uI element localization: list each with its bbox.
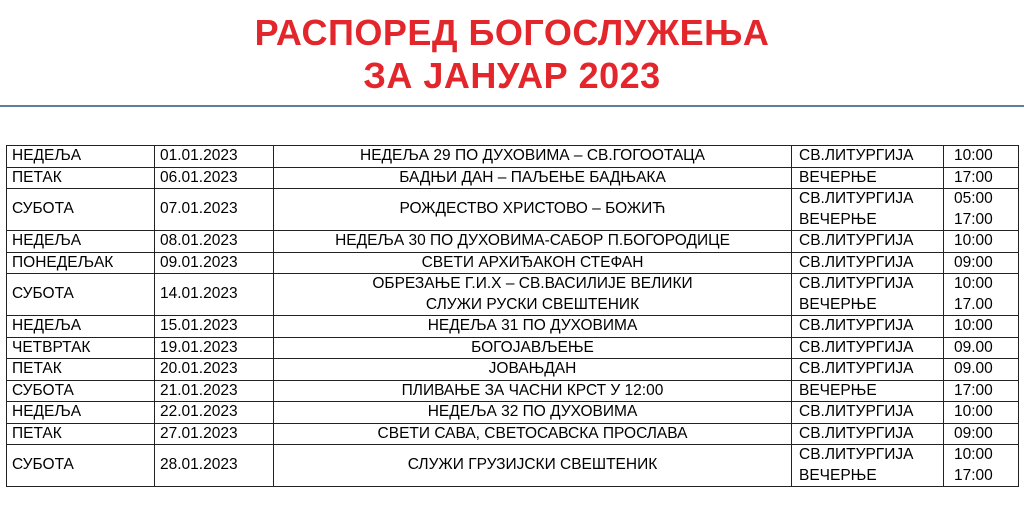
event-cell bbox=[274, 445, 792, 487]
event-line: СВЕТИ АРХИЂАКОН СТЕФАН bbox=[421, 253, 644, 271]
event-cell bbox=[274, 252, 792, 274]
event-cell bbox=[274, 189, 792, 231]
time-cell bbox=[944, 167, 1019, 189]
service-type-cell bbox=[792, 337, 944, 359]
date-cell: 07.01.2023 bbox=[155, 189, 274, 231]
table-row bbox=[7, 167, 1019, 189]
table-row bbox=[7, 146, 1019, 168]
service-type-line: ВЕЧЕРЊЕ bbox=[799, 295, 877, 313]
event-cell bbox=[274, 146, 792, 168]
day-cell: НЕДЕЉА bbox=[7, 231, 155, 253]
service-type-cell bbox=[792, 231, 944, 253]
service-type-line: СВ.ЛИТУРГИЈА bbox=[799, 338, 914, 356]
service-type-line: ВЕЧЕРЊЕ bbox=[799, 168, 877, 186]
day-cell: СУБОТА bbox=[7, 380, 155, 402]
date-cell: 21.01.2023 bbox=[155, 380, 274, 402]
time-line: 10:00 bbox=[954, 147, 993, 164]
service-type-line: СВ.ЛИТУРГИЈА bbox=[799, 424, 914, 442]
event-line: СВЕТИ САВА, СВЕТОСАВСКА ПРОСЛАВА bbox=[377, 424, 688, 442]
event-line: НЕДЕЉА 30 ПО ДУХОВИМА-САБОР П.БОГОРОДИЦЕ bbox=[335, 232, 730, 249]
date-cell: 06.01.2023 bbox=[155, 167, 274, 189]
time-line: 17:00 bbox=[954, 381, 993, 399]
service-type-cell bbox=[792, 167, 944, 189]
service-type-line: СВ.ЛИТУРГИЈА bbox=[799, 317, 914, 334]
service-type-cell bbox=[792, 189, 944, 231]
event-line: РОЖДЕСТВО ХРИСТОВО – БОЖИЋ bbox=[399, 200, 666, 218]
event-line: БОГОЈАВЉЕЊЕ bbox=[471, 338, 594, 356]
time-cell bbox=[944, 337, 1019, 359]
service-type-line: ВЕЧЕРЊЕ bbox=[799, 381, 877, 399]
day-cell: СУБОТА bbox=[7, 274, 155, 316]
event-cell bbox=[274, 359, 792, 381]
table-row bbox=[7, 189, 1019, 231]
service-type-cell bbox=[792, 146, 944, 168]
time-cell bbox=[944, 274, 1019, 316]
event-line: СЛУЖИ ГРУЗИЈСКИ СВЕШТЕНИК bbox=[407, 456, 658, 474]
table-row bbox=[7, 359, 1019, 381]
event-line: НЕДЕЉА 32 ПО ДУХОВИМА bbox=[427, 403, 638, 420]
event-cell bbox=[274, 337, 792, 359]
time-line: 09.00 bbox=[954, 360, 993, 377]
time-line: 09:00 bbox=[954, 424, 993, 442]
service-type-line: СВ.ЛИТУРГИЈА bbox=[799, 403, 914, 420]
day-cell: НЕДЕЉА bbox=[7, 316, 155, 338]
day-cell: ПОНЕДЕЉАК bbox=[7, 252, 155, 274]
date-cell: 28.01.2023 bbox=[155, 445, 274, 487]
time-cell bbox=[944, 359, 1019, 381]
table-row bbox=[7, 274, 1019, 316]
time-cell bbox=[944, 423, 1019, 445]
time-line: 05:00 bbox=[954, 190, 993, 207]
service-type-cell bbox=[792, 380, 944, 402]
title-divider bbox=[0, 105, 1024, 107]
event-line: СЛУЖИ РУСКИ СВЕШТЕНИК bbox=[425, 295, 640, 313]
table-row bbox=[7, 231, 1019, 253]
day-cell: ПЕТАК bbox=[7, 167, 155, 189]
time-cell bbox=[944, 231, 1019, 253]
time-cell bbox=[944, 380, 1019, 402]
time-cell bbox=[944, 445, 1019, 487]
time-cell bbox=[944, 316, 1019, 338]
day-cell: НЕДЕЉА bbox=[7, 402, 155, 424]
time-cell bbox=[944, 146, 1019, 168]
event-line: БАДЊИ ДАН – ПАЉЕЊЕ БАДЊАКА bbox=[399, 168, 666, 186]
table-row bbox=[7, 252, 1019, 274]
table-row bbox=[7, 402, 1019, 424]
date-cell: 08.01.2023 bbox=[155, 231, 274, 253]
time-line: 10:00 bbox=[954, 232, 993, 249]
service-type-line: СВ.ЛИТУРГИЈА bbox=[799, 232, 914, 249]
event-line: НЕДЕЉА 29 ПО ДУХОВИМА – СВ.ГОГООТАЦА bbox=[360, 147, 705, 164]
time-line: 17.00 bbox=[954, 295, 993, 313]
event-cell bbox=[274, 380, 792, 402]
service-type-line: СВ.ЛИТУРГИЈА bbox=[799, 360, 914, 377]
schedule-table bbox=[6, 145, 1019, 487]
time-cell bbox=[944, 402, 1019, 424]
time-line: 09:00 bbox=[954, 253, 993, 271]
service-type-line: СВ.ЛИТУРГИЈА bbox=[799, 446, 914, 463]
table-row bbox=[7, 380, 1019, 402]
date-cell: 09.01.2023 bbox=[155, 252, 274, 274]
event-line: ОБРЕЗАЊЕ Г.И.Х – СВ.ВАСИЛИЈЕ ВЕЛИКИ bbox=[372, 275, 693, 292]
day-cell: СУБОТА bbox=[7, 445, 155, 487]
time-line: 10:00 bbox=[954, 317, 993, 334]
event-line: НЕДЕЉА 31 ПО ДУХОВИМА bbox=[427, 317, 638, 334]
time-cell bbox=[944, 189, 1019, 231]
date-cell: 01.01.2023 bbox=[155, 146, 274, 168]
service-type-line: ВЕЧЕРЊЕ bbox=[799, 210, 877, 228]
date-cell: 14.01.2023 bbox=[155, 274, 274, 316]
date-cell: 20.01.2023 bbox=[155, 359, 274, 381]
table-row bbox=[7, 445, 1019, 487]
page-subtitle: ЗА ЈАНУАР 2023 bbox=[363, 55, 661, 96]
time-line: 10:00 bbox=[954, 446, 993, 463]
date-cell: 22.01.2023 bbox=[155, 402, 274, 424]
service-type-line: СВ.ЛИТУРГИЈА bbox=[799, 147, 914, 164]
day-cell: ПЕТАК bbox=[7, 423, 155, 445]
event-line: ПЛИВАЊЕ ЗА ЧАСНИ КРСТ У 12:00 bbox=[401, 381, 664, 399]
time-line: 17:00 bbox=[954, 210, 993, 228]
date-cell: 27.01.2023 bbox=[155, 423, 274, 445]
time-line: 10:00 bbox=[954, 403, 993, 420]
date-cell: 15.01.2023 bbox=[155, 316, 274, 338]
table-row bbox=[7, 337, 1019, 359]
service-type-line: ВЕЧЕРЊЕ bbox=[799, 466, 877, 484]
time-line: 09.00 bbox=[954, 338, 993, 356]
day-cell: ПЕТАК bbox=[7, 359, 155, 381]
day-cell: СУБОТА bbox=[7, 189, 155, 231]
service-type-line: СВ.ЛИТУРГИЈА bbox=[799, 253, 914, 271]
event-cell bbox=[274, 231, 792, 253]
event-line: ЈОВАЊДАН bbox=[488, 360, 577, 377]
event-cell bbox=[274, 274, 792, 316]
event-cell bbox=[274, 316, 792, 338]
service-type-cell bbox=[792, 423, 944, 445]
service-type-cell bbox=[792, 252, 944, 274]
schedule-body bbox=[7, 146, 1019, 487]
event-cell bbox=[274, 423, 792, 445]
date-cell: 19.01.2023 bbox=[155, 337, 274, 359]
time-line: 17:00 bbox=[954, 168, 993, 186]
time-line: 10:00 bbox=[954, 275, 993, 292]
day-cell: ЧЕТВРТАК bbox=[7, 337, 155, 359]
time-cell bbox=[944, 252, 1019, 274]
service-type-line: СВ.ЛИТУРГИЈА bbox=[799, 275, 914, 292]
day-cell: НЕДЕЉА bbox=[7, 146, 155, 168]
time-line: 17:00 bbox=[954, 466, 993, 484]
table-row bbox=[7, 423, 1019, 445]
event-cell bbox=[274, 402, 792, 424]
service-type-cell bbox=[792, 274, 944, 316]
page-title: РАСПОРЕД БОГОСЛУЖЕЊА bbox=[254, 12, 770, 53]
service-type-cell bbox=[792, 359, 944, 381]
service-type-cell bbox=[792, 402, 944, 424]
service-type-line: СВ.ЛИТУРГИЈА bbox=[799, 190, 914, 207]
event-cell bbox=[274, 167, 792, 189]
service-type-cell bbox=[792, 316, 944, 338]
service-type-cell bbox=[792, 445, 944, 487]
table-row bbox=[7, 316, 1019, 338]
